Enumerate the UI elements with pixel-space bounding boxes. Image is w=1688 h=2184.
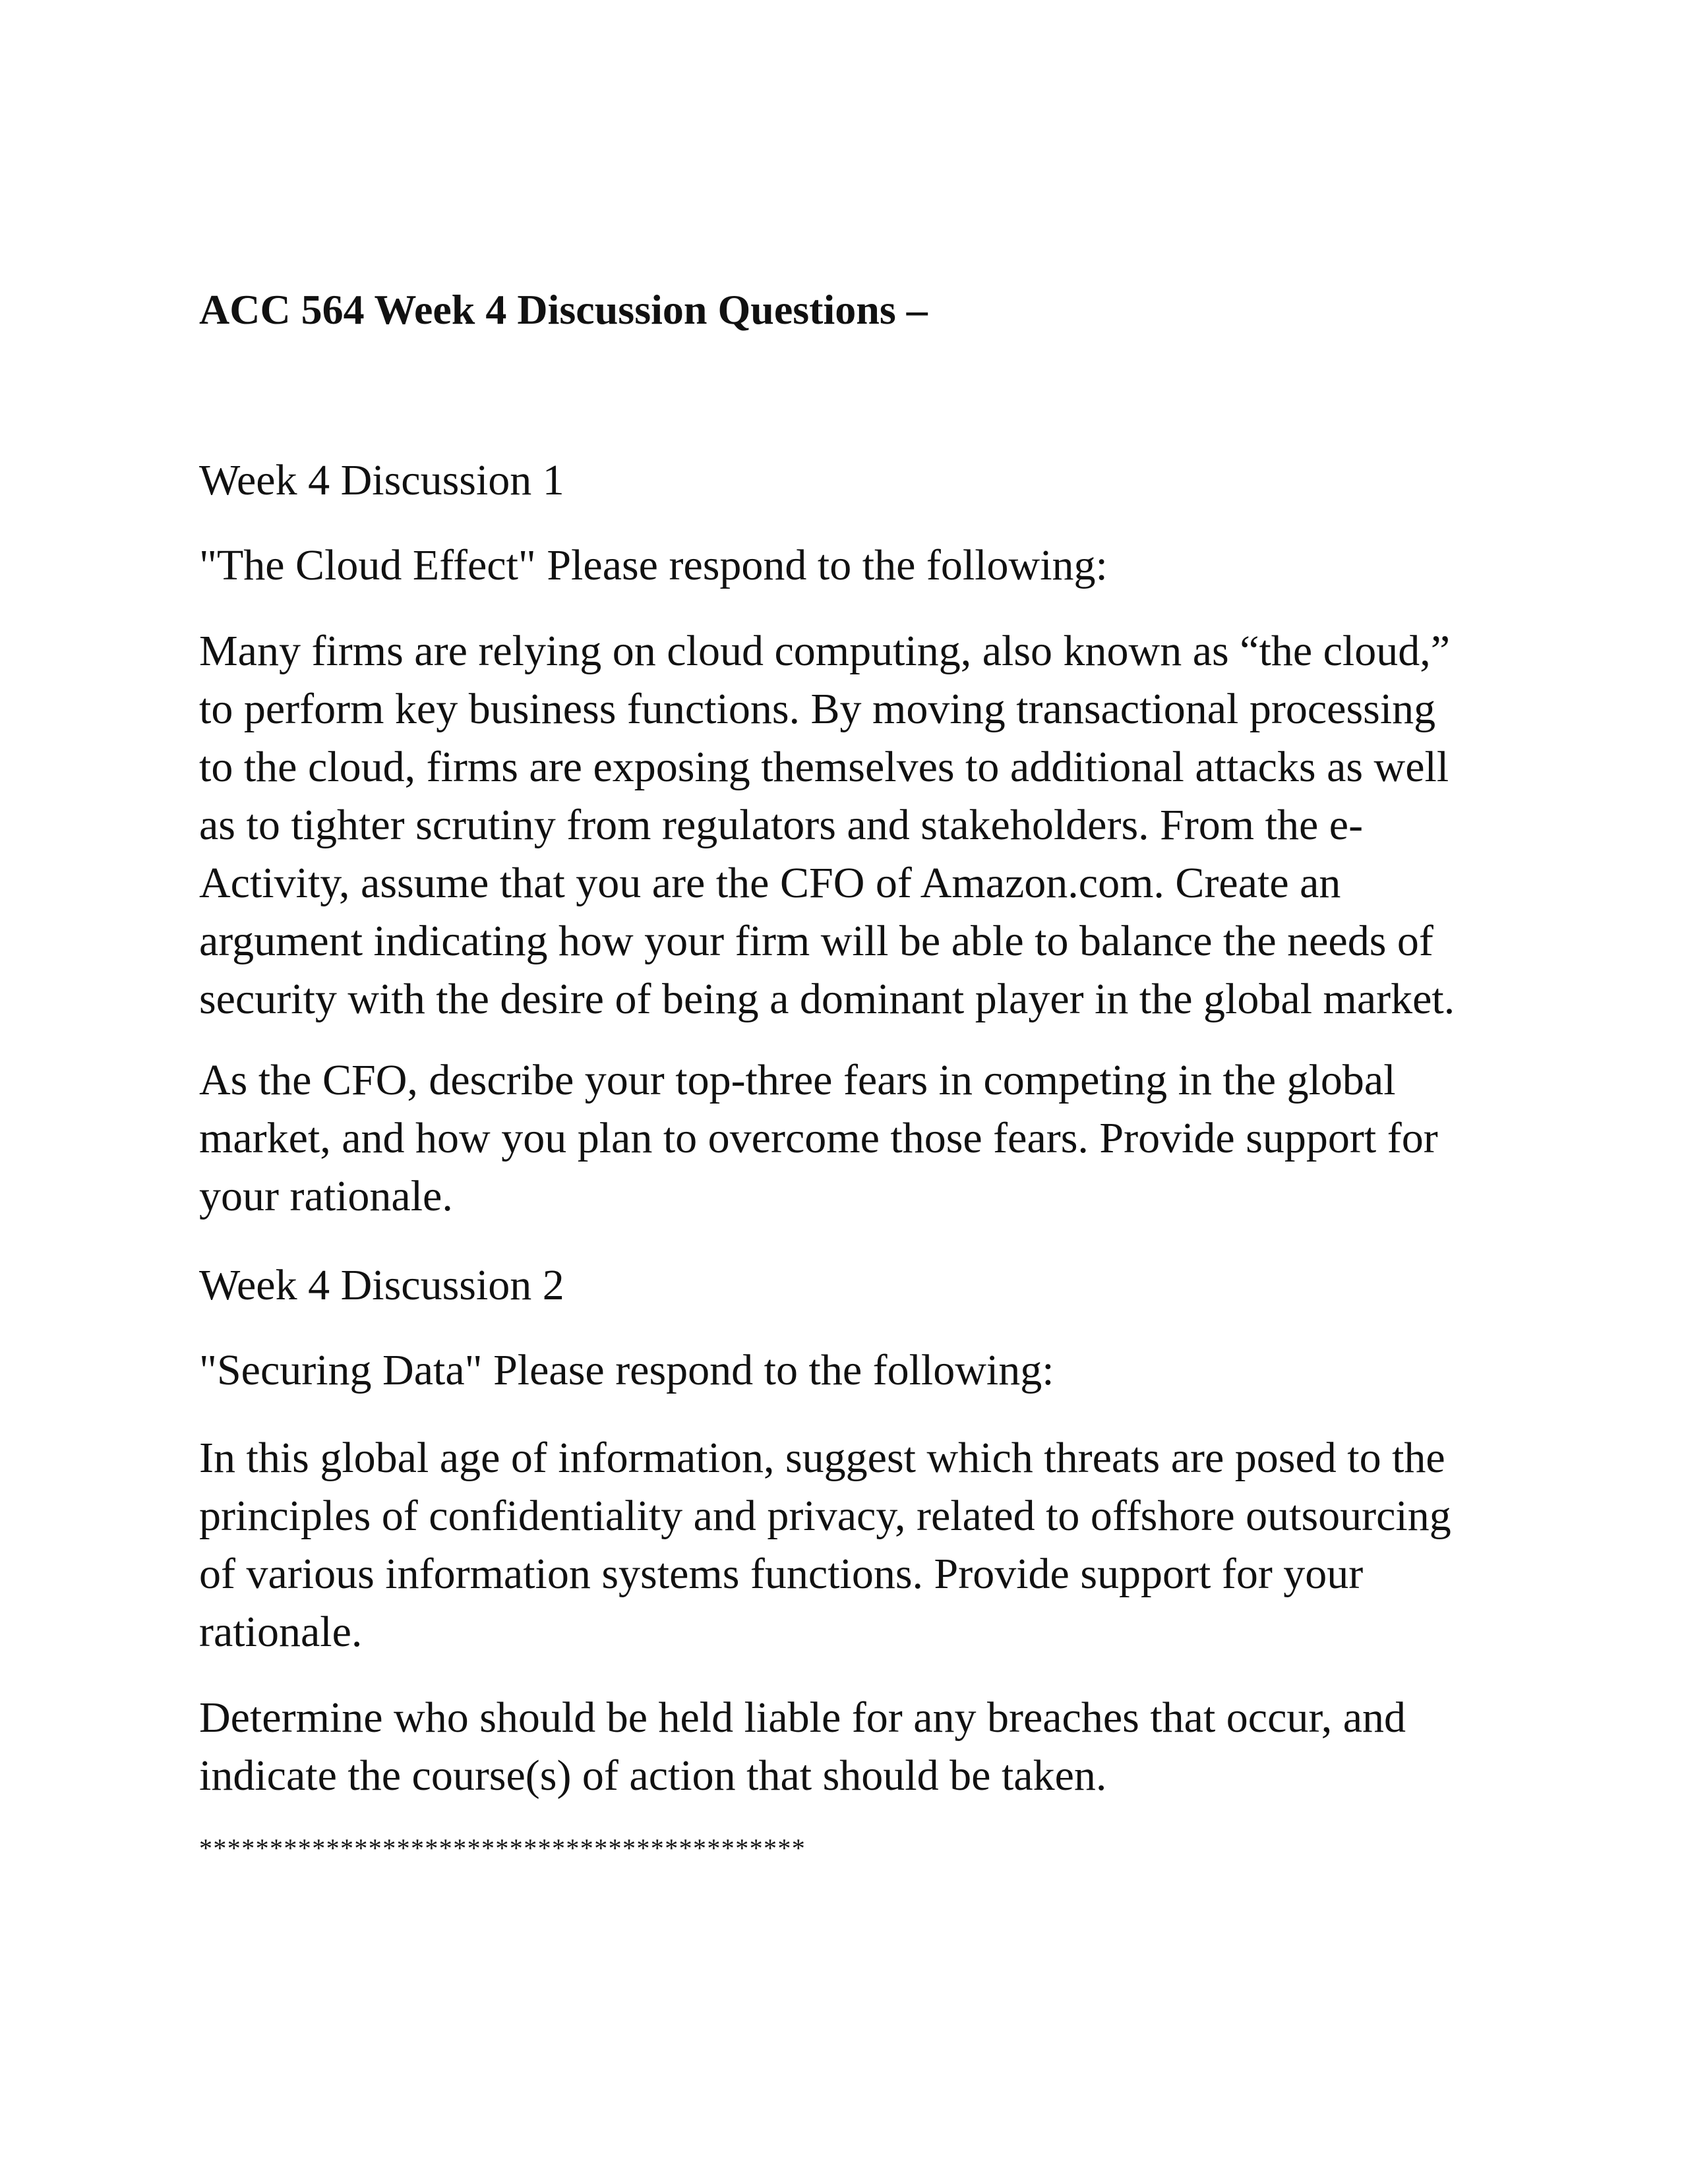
paragraph-line: argument indicating how your firm will be able to balance the needs of	[199, 917, 1433, 965]
discussion-1-paragraph-1	[199, 622, 1505, 1028]
discussion-2-heading: Week 4 Discussion 2	[199, 1261, 564, 1309]
paragraph-line: of various information systems functions. Provide support for your	[199, 1550, 1364, 1598]
paragraph-line: security with the desire of being a dominant player in the global market.	[199, 975, 1455, 1023]
asterisk-separator: *******************************************	[199, 1833, 806, 1863]
paragraph-line: principles of confidentiality and privacy, related to offshore outsourcing	[199, 1492, 1451, 1540]
discussion-1-heading: Week 4 Discussion 1	[199, 456, 564, 504]
paragraph-line: rationale.	[199, 1608, 363, 1656]
paragraph-line: Activity, assume that you are the CFO of Amazon.com. Create an	[199, 859, 1341, 907]
paragraph-line: As the CFO, describe your top-three fears in competing in the global	[199, 1056, 1396, 1104]
paragraph-line: to perform key business functions. By moving transactional processing	[199, 685, 1436, 733]
paragraph-line: Many firms are relying on cloud computing, also known as “the cloud,”	[199, 627, 1451, 675]
discussion-1-paragraph-2	[199, 1051, 1505, 1225]
discussion-2-paragraph-1	[199, 1429, 1505, 1661]
paragraph-line: as to tighter scrutiny from regulators and stakeholders. From the e-	[199, 801, 1364, 849]
paragraph-line: In this global age of information, suggest which threats are posed to the	[199, 1434, 1445, 1482]
paragraph-line: to the cloud, firms are exposing themselves to additional attacks as well	[199, 743, 1449, 791]
paragraph-line: indicate the course(s) of action that should be taken.	[199, 1752, 1107, 1800]
discussion-1-prompt: "The Cloud Effect" Please respond to the following:	[199, 541, 1108, 589]
discussion-2-prompt: "Securing Data" Please respond to the following:	[199, 1346, 1054, 1394]
paragraph-line: your rationale.	[199, 1172, 453, 1220]
discussion-2-paragraph-2	[199, 1689, 1505, 1805]
paragraph-line: Determine who should be held liable for any breaches that occur, and	[199, 1694, 1406, 1742]
document-title: ACC 564 Week 4 Discussion Questions –	[199, 286, 928, 333]
paragraph-line: market, and how you plan to overcome those fears. Provide support for	[199, 1114, 1438, 1162]
